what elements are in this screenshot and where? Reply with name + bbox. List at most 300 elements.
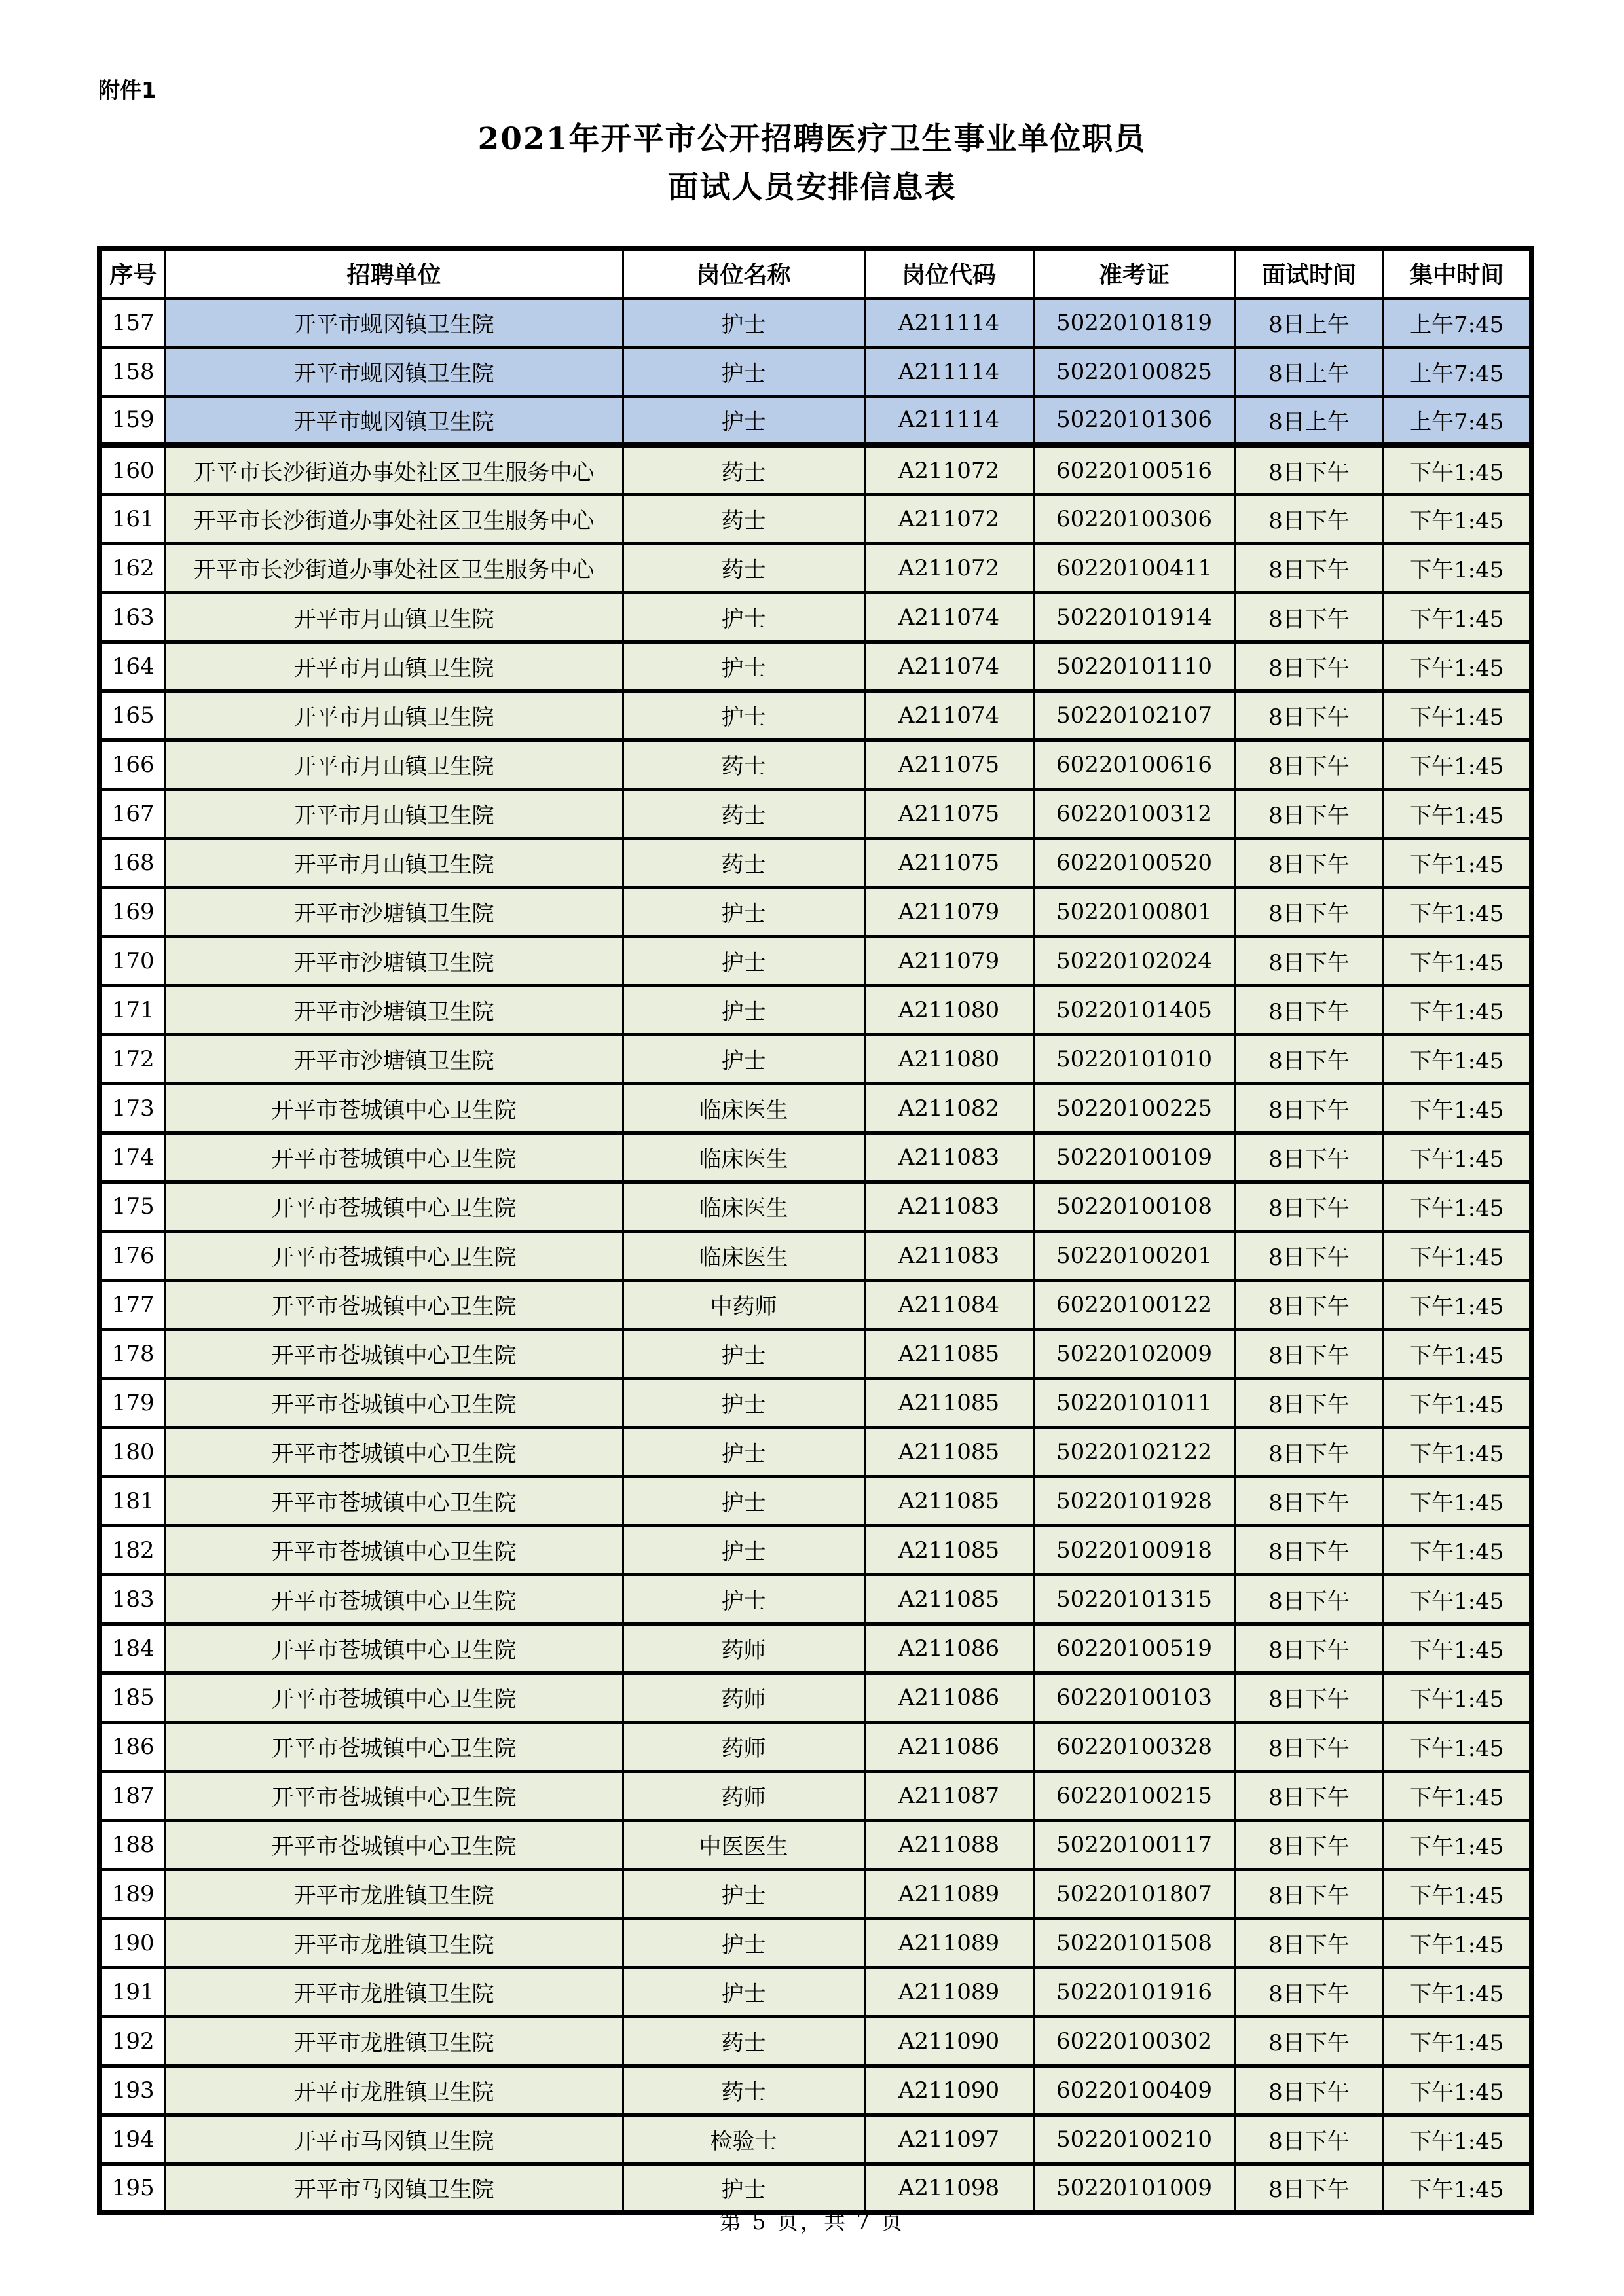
table-body [100, 298, 1532, 2213]
cell-recruit-unit: 开平市苍城镇中心卫生院 [165, 1624, 623, 1673]
cell-interview-time: 8日下午 [1235, 838, 1383, 887]
cell-serial-number: 189 [100, 1869, 165, 1918]
cell-gather-time: 下午1:45 [1383, 1329, 1532, 1378]
cell-gather-time: 下午1:45 [1383, 1525, 1532, 1575]
cell-serial-number: 195 [100, 2164, 165, 2213]
cell-interview-time: 8日下午 [1235, 1673, 1383, 1722]
cell-post-code: A211079 [864, 936, 1033, 985]
cell-recruit-unit: 开平市月山镇卫生院 [165, 838, 623, 887]
table-row [100, 789, 1532, 838]
cell-post-code: A211085 [864, 1427, 1033, 1476]
cell-recruit-unit: 开平市苍城镇中心卫生院 [165, 1182, 623, 1231]
cell-post-code: A211080 [864, 985, 1033, 1034]
cell-serial-number: 171 [100, 985, 165, 1034]
cell-interview-time: 8日下午 [1235, 1329, 1383, 1378]
cell-serial-number: 160 [100, 445, 165, 494]
cell-post-name: 临床医生 [623, 1084, 864, 1133]
cell-serial-number: 174 [100, 1133, 165, 1182]
cell-serial-number: 164 [100, 642, 165, 691]
table-row [100, 1378, 1532, 1427]
cell-exam-ticket: 50220101914 [1033, 592, 1235, 642]
cell-interview-time: 8日下午 [1235, 2164, 1383, 2213]
cell-serial-number: 165 [100, 691, 165, 740]
column-header-serial: 序号 [100, 248, 165, 298]
cell-exam-ticket: 60220100520 [1033, 838, 1235, 887]
cell-recruit-unit: 开平市沙塘镇卫生院 [165, 1034, 623, 1084]
cell-gather-time: 下午1:45 [1383, 936, 1532, 985]
cell-gather-time: 下午1:45 [1383, 1820, 1532, 1869]
cell-post-name: 护士 [623, 1034, 864, 1084]
cell-post-code: A211090 [864, 2066, 1033, 2115]
table-row [100, 691, 1532, 740]
cell-recruit-unit: 开平市马冈镇卫生院 [165, 2164, 623, 2213]
cell-post-name: 药师 [623, 1673, 864, 1722]
cell-post-name: 临床医生 [623, 1182, 864, 1231]
cell-serial-number: 166 [100, 740, 165, 789]
cell-interview-time: 8日下午 [1235, 985, 1383, 1034]
cell-exam-ticket: 60220100302 [1033, 2016, 1235, 2066]
cell-serial-number: 162 [100, 543, 165, 592]
cell-exam-ticket: 60220100215 [1033, 1771, 1235, 1820]
cell-recruit-unit: 开平市苍城镇中心卫生院 [165, 1525, 623, 1575]
cell-gather-time: 下午1:45 [1383, 1918, 1532, 1967]
cell-serial-number: 182 [100, 1525, 165, 1575]
cell-exam-ticket: 50220101306 [1033, 396, 1235, 445]
cell-interview-time: 8日下午 [1235, 887, 1383, 936]
cell-post-code: A211084 [864, 1280, 1033, 1329]
cell-interview-time: 8日下午 [1235, 1525, 1383, 1575]
cell-interview-time: 8日下午 [1235, 1182, 1383, 1231]
cell-gather-time: 下午1:45 [1383, 2164, 1532, 2213]
cell-gather-time: 下午1:45 [1383, 985, 1532, 1034]
cell-post-name: 药士 [623, 740, 864, 789]
table-row [100, 298, 1532, 347]
cell-exam-ticket: 50220100825 [1033, 347, 1235, 396]
cell-serial-number: 177 [100, 1280, 165, 1329]
cell-post-code: A211085 [864, 1476, 1033, 1525]
page-title-line2: 面试人员安排信息表 [667, 170, 957, 206]
cell-post-code: A211114 [864, 396, 1033, 445]
cell-serial-number: 185 [100, 1673, 165, 1722]
cell-serial-number: 190 [100, 1918, 165, 1967]
cell-exam-ticket: 60220100516 [1033, 445, 1235, 494]
table-row [100, 985, 1532, 1034]
cell-post-name: 药士 [623, 445, 864, 494]
cell-post-code: A211085 [864, 1378, 1033, 1427]
cell-recruit-unit: 开平市月山镇卫生院 [165, 642, 623, 691]
table-row [100, 494, 1532, 543]
cell-post-name: 护士 [623, 642, 864, 691]
cell-post-code: A211087 [864, 1771, 1033, 1820]
cell-post-name: 药士 [623, 2016, 864, 2066]
cell-interview-time: 8日下午 [1235, 2066, 1383, 2115]
cell-gather-time: 下午1:45 [1383, 1034, 1532, 1084]
cell-serial-number: 176 [100, 1231, 165, 1280]
interview-schedule-table [97, 246, 1534, 2215]
table-row [100, 1771, 1532, 1820]
cell-post-code: A211080 [864, 1034, 1033, 1084]
table-row [100, 1525, 1532, 1575]
cell-recruit-unit: 开平市苍城镇中心卫生院 [165, 1084, 623, 1133]
cell-recruit-unit: 开平市月山镇卫生院 [165, 789, 623, 838]
cell-recruit-unit: 开平市苍城镇中心卫生院 [165, 1280, 623, 1329]
cell-post-code: A211072 [864, 445, 1033, 494]
cell-exam-ticket: 60220100312 [1033, 789, 1235, 838]
cell-recruit-unit: 开平市苍城镇中心卫生院 [165, 1722, 623, 1771]
column-header-recruit-unit: 招聘单位 [165, 248, 623, 298]
cell-interview-time: 8日下午 [1235, 789, 1383, 838]
cell-recruit-unit: 开平市苍城镇中心卫生院 [165, 1575, 623, 1624]
attachment-label: 附件1 [98, 77, 157, 103]
cell-post-name: 检验士 [623, 2115, 864, 2164]
cell-recruit-unit: 开平市月山镇卫生院 [165, 740, 623, 789]
table-row [100, 1869, 1532, 1918]
cell-post-code: A211086 [864, 1673, 1033, 1722]
table-row [100, 1624, 1532, 1673]
cell-post-code: A211082 [864, 1084, 1033, 1133]
cell-serial-number: 168 [100, 838, 165, 887]
table-row [100, 1182, 1532, 1231]
page-footer: 第 5 页，共 7 页 [720, 2209, 904, 2234]
cell-serial-number: 187 [100, 1771, 165, 1820]
cell-serial-number: 175 [100, 1182, 165, 1231]
cell-post-name: 护士 [623, 887, 864, 936]
cell-serial-number: 184 [100, 1624, 165, 1673]
cell-exam-ticket: 50220100201 [1033, 1231, 1235, 1280]
cell-post-name: 护士 [623, 1329, 864, 1378]
column-header-post-name: 岗位名称 [623, 248, 864, 298]
cell-interview-time: 8日下午 [1235, 1427, 1383, 1476]
cell-gather-time: 上午7:45 [1383, 298, 1532, 347]
cell-serial-number: 172 [100, 1034, 165, 1084]
cell-gather-time: 下午1:45 [1383, 1869, 1532, 1918]
cell-post-name: 护士 [623, 1476, 864, 1525]
cell-recruit-unit: 开平市沙塘镇卫生院 [165, 936, 623, 985]
table-row [100, 1476, 1532, 1525]
cell-exam-ticket: 60220100616 [1033, 740, 1235, 789]
cell-exam-ticket: 50220101807 [1033, 1869, 1235, 1918]
table-row [100, 445, 1532, 494]
cell-post-name: 护士 [623, 396, 864, 445]
cell-recruit-unit: 开平市长沙街道办事处社区卫生服务中心 [165, 445, 623, 494]
cell-post-name: 药士 [623, 838, 864, 887]
cell-interview-time: 8日下午 [1235, 1869, 1383, 1918]
cell-serial-number: 163 [100, 592, 165, 642]
cell-exam-ticket: 50220100108 [1033, 1182, 1235, 1231]
cell-post-code: A211083 [864, 1231, 1033, 1280]
table-row [100, 642, 1532, 691]
cell-serial-number: 161 [100, 494, 165, 543]
cell-recruit-unit: 开平市龙胜镇卫生院 [165, 1967, 623, 2016]
cell-interview-time: 8日下午 [1235, 1133, 1383, 1182]
cell-gather-time: 下午1:45 [1383, 1967, 1532, 2016]
cell-gather-time: 下午1:45 [1383, 1575, 1532, 1624]
cell-post-name: 中医医生 [623, 1820, 864, 1869]
table-row [100, 887, 1532, 936]
cell-post-name: 护士 [623, 691, 864, 740]
cell-recruit-unit: 开平市龙胜镇卫生院 [165, 2016, 623, 2066]
table-row [100, 396, 1532, 445]
cell-recruit-unit: 开平市马冈镇卫生院 [165, 2115, 623, 2164]
cell-post-code: A211098 [864, 2164, 1033, 2213]
cell-recruit-unit: 开平市苍城镇中心卫生院 [165, 1133, 623, 1182]
cell-gather-time: 下午1:45 [1383, 1231, 1532, 1280]
cell-gather-time: 上午7:45 [1383, 396, 1532, 445]
cell-post-name: 护士 [623, 1525, 864, 1575]
cell-recruit-unit: 开平市苍城镇中心卫生院 [165, 1673, 623, 1722]
cell-interview-time: 8日下午 [1235, 1280, 1383, 1329]
cell-exam-ticket: 60220100122 [1033, 1280, 1235, 1329]
cell-post-name: 护士 [623, 347, 864, 396]
cell-gather-time: 下午1:45 [1383, 642, 1532, 691]
column-header-interview-time: 面试时间 [1235, 248, 1383, 298]
cell-serial-number: 181 [100, 1476, 165, 1525]
cell-exam-ticket: 50220100918 [1033, 1525, 1235, 1575]
cell-serial-number: 159 [100, 396, 165, 445]
cell-gather-time: 下午1:45 [1383, 2115, 1532, 2164]
cell-exam-ticket: 50220101009 [1033, 2164, 1235, 2213]
cell-exam-ticket: 60220100409 [1033, 2066, 1235, 2115]
cell-exam-ticket: 50220101508 [1033, 1918, 1235, 1967]
cell-post-code: A211088 [864, 1820, 1033, 1869]
cell-gather-time: 下午1:45 [1383, 1427, 1532, 1476]
cell-interview-time: 8日下午 [1235, 592, 1383, 642]
cell-post-code: A211085 [864, 1575, 1033, 1624]
cell-post-code: A211075 [864, 789, 1033, 838]
cell-exam-ticket: 60220100328 [1033, 1722, 1235, 1771]
cell-post-name: 中药师 [623, 1280, 864, 1329]
cell-recruit-unit: 开平市沙塘镇卫生院 [165, 887, 623, 936]
table-row [100, 1084, 1532, 1133]
cell-recruit-unit: 开平市苍城镇中心卫生院 [165, 1476, 623, 1525]
table-row [100, 1722, 1532, 1771]
cell-serial-number: 193 [100, 2066, 165, 2115]
cell-post-code: A211079 [864, 887, 1033, 936]
cell-interview-time: 8日下午 [1235, 1476, 1383, 1525]
cell-interview-time: 8日下午 [1235, 2016, 1383, 2066]
cell-exam-ticket: 50220102107 [1033, 691, 1235, 740]
cell-gather-time: 下午1:45 [1383, 1673, 1532, 1722]
cell-exam-ticket: 50220100117 [1033, 1820, 1235, 1869]
cell-gather-time: 下午1:45 [1383, 789, 1532, 838]
cell-post-code: A211086 [864, 1722, 1033, 1771]
cell-recruit-unit: 开平市长沙街道办事处社区卫生服务中心 [165, 543, 623, 592]
cell-post-code: A211085 [864, 1525, 1033, 1575]
cell-gather-time: 下午1:45 [1383, 1280, 1532, 1329]
cell-recruit-unit: 开平市沙塘镇卫生院 [165, 985, 623, 1034]
table-row [100, 838, 1532, 887]
cell-interview-time: 8日上午 [1235, 298, 1383, 347]
table-header-row [100, 248, 1532, 298]
cell-post-name: 护士 [623, 985, 864, 1034]
table-row [100, 2016, 1532, 2066]
cell-recruit-unit: 开平市月山镇卫生院 [165, 592, 623, 642]
cell-interview-time: 8日下午 [1235, 1918, 1383, 1967]
cell-exam-ticket: 50220102122 [1033, 1427, 1235, 1476]
cell-interview-time: 8日下午 [1235, 1575, 1383, 1624]
cell-exam-ticket: 50220100225 [1033, 1084, 1235, 1133]
cell-interview-time: 8日下午 [1235, 445, 1383, 494]
page-title-line1: 2021年开平市公开招聘医疗卫生事业单位职员 [477, 121, 1147, 157]
cell-post-code: A211089 [864, 1869, 1033, 1918]
cell-gather-time: 下午1:45 [1383, 1476, 1532, 1525]
cell-post-name: 护士 [623, 298, 864, 347]
table-row [100, 543, 1532, 592]
page-title [0, 115, 1624, 212]
cell-post-code: A211074 [864, 691, 1033, 740]
cell-exam-ticket: 60220100411 [1033, 543, 1235, 592]
cell-interview-time: 8日下午 [1235, 494, 1383, 543]
cell-serial-number: 191 [100, 1967, 165, 2016]
cell-post-name: 护士 [623, 1967, 864, 2016]
table-row [100, 740, 1532, 789]
cell-interview-time: 8日下午 [1235, 1624, 1383, 1673]
cell-post-name: 临床医生 [623, 1231, 864, 1280]
cell-interview-time: 8日下午 [1235, 740, 1383, 789]
table-row [100, 1133, 1532, 1182]
cell-exam-ticket: 50220101819 [1033, 298, 1235, 347]
cell-post-name: 护士 [623, 1918, 864, 1967]
cell-serial-number: 183 [100, 1575, 165, 1624]
cell-post-code: A211086 [864, 1624, 1033, 1673]
cell-recruit-unit: 开平市长沙街道办事处社区卫生服务中心 [165, 494, 623, 543]
cell-exam-ticket: 50220101110 [1033, 642, 1235, 691]
cell-gather-time: 下午1:45 [1383, 838, 1532, 887]
cell-recruit-unit: 开平市苍城镇中心卫生院 [165, 1820, 623, 1869]
cell-post-name: 护士 [623, 1869, 864, 1918]
cell-gather-time: 下午1:45 [1383, 1771, 1532, 1820]
cell-recruit-unit: 开平市苍城镇中心卫生院 [165, 1329, 623, 1378]
cell-interview-time: 8日下午 [1235, 936, 1383, 985]
table-row [100, 1427, 1532, 1476]
cell-interview-time: 8日下午 [1235, 1231, 1383, 1280]
cell-post-name: 药士 [623, 789, 864, 838]
cell-post-name: 药师 [623, 1624, 864, 1673]
cell-gather-time: 下午1:45 [1383, 887, 1532, 936]
cell-post-code: A211075 [864, 838, 1033, 887]
cell-post-code: A211074 [864, 592, 1033, 642]
cell-gather-time: 下午1:45 [1383, 1378, 1532, 1427]
column-header-exam-ticket: 准考证 [1033, 248, 1235, 298]
cell-serial-number: 170 [100, 936, 165, 985]
cell-post-name: 护士 [623, 1575, 864, 1624]
cell-serial-number: 186 [100, 1722, 165, 1771]
cell-gather-time: 下午1:45 [1383, 2066, 1532, 2115]
cell-gather-time: 下午1:45 [1383, 1182, 1532, 1231]
cell-post-code: A211089 [864, 1967, 1033, 2016]
table-row [100, 2066, 1532, 2115]
table-row [100, 1918, 1532, 1967]
table-row [100, 347, 1532, 396]
cell-serial-number: 192 [100, 2016, 165, 2066]
cell-post-code: A211089 [864, 1918, 1033, 1967]
cell-interview-time: 8日下午 [1235, 1034, 1383, 1084]
table-row [100, 1034, 1532, 1084]
cell-post-name: 护士 [623, 2164, 864, 2213]
cell-exam-ticket: 50220100801 [1033, 887, 1235, 936]
cell-exam-ticket: 50220101011 [1033, 1378, 1235, 1427]
cell-post-name: 药师 [623, 1771, 864, 1820]
cell-gather-time: 下午1:45 [1383, 1133, 1532, 1182]
cell-gather-time: 下午1:45 [1383, 1722, 1532, 1771]
cell-post-name: 药士 [623, 2066, 864, 2115]
cell-interview-time: 8日下午 [1235, 691, 1383, 740]
cell-interview-time: 8日下午 [1235, 642, 1383, 691]
cell-gather-time: 下午1:45 [1383, 494, 1532, 543]
cell-exam-ticket: 50220101405 [1033, 985, 1235, 1034]
cell-interview-time: 8日下午 [1235, 1084, 1383, 1133]
cell-post-code: A211072 [864, 543, 1033, 592]
table-row [100, 592, 1532, 642]
cell-interview-time: 8日下午 [1235, 1820, 1383, 1869]
cell-post-name: 护士 [623, 1378, 864, 1427]
cell-exam-ticket: 50220102009 [1033, 1329, 1235, 1378]
cell-gather-time: 下午1:45 [1383, 691, 1532, 740]
cell-serial-number: 158 [100, 347, 165, 396]
table-row [100, 1820, 1532, 1869]
cell-exam-ticket: 60220100306 [1033, 494, 1235, 543]
cell-recruit-unit: 开平市蚬冈镇卫生院 [165, 298, 623, 347]
cell-post-name: 药士 [623, 494, 864, 543]
cell-exam-ticket: 50220101916 [1033, 1967, 1235, 2016]
cell-serial-number: 173 [100, 1084, 165, 1133]
column-header-gather-time: 集中时间 [1383, 248, 1532, 298]
cell-post-code: A211090 [864, 2016, 1033, 2066]
cell-recruit-unit: 开平市苍城镇中心卫生院 [165, 1378, 623, 1427]
cell-post-name: 护士 [623, 936, 864, 985]
cell-interview-time: 8日下午 [1235, 1771, 1383, 1820]
cell-serial-number: 179 [100, 1378, 165, 1427]
cell-serial-number: 169 [100, 887, 165, 936]
cell-exam-ticket: 50220100109 [1033, 1133, 1235, 1182]
table-row [100, 936, 1532, 985]
table-row [100, 2115, 1532, 2164]
cell-exam-ticket: 60220100103 [1033, 1673, 1235, 1722]
cell-serial-number: 194 [100, 2115, 165, 2164]
column-header-post-code: 岗位代码 [864, 248, 1033, 298]
table-row [100, 1575, 1532, 1624]
cell-post-code: A211083 [864, 1133, 1033, 1182]
cell-recruit-unit: 开平市蚬冈镇卫生院 [165, 347, 623, 396]
cell-recruit-unit: 开平市龙胜镇卫生院 [165, 1869, 623, 1918]
cell-post-code: A211085 [864, 1329, 1033, 1378]
cell-gather-time: 下午1:45 [1383, 592, 1532, 642]
cell-serial-number: 167 [100, 789, 165, 838]
cell-serial-number: 178 [100, 1329, 165, 1378]
cell-gather-time: 下午1:45 [1383, 1624, 1532, 1673]
cell-exam-ticket: 50220101928 [1033, 1476, 1235, 1525]
cell-post-code: A211072 [864, 494, 1033, 543]
cell-gather-time: 下午1:45 [1383, 1084, 1532, 1133]
table-row [100, 1231, 1532, 1280]
cell-post-name: 护士 [623, 1427, 864, 1476]
cell-post-code: A211075 [864, 740, 1033, 789]
cell-interview-time: 8日下午 [1235, 1722, 1383, 1771]
cell-recruit-unit: 开平市龙胜镇卫生院 [165, 2066, 623, 2115]
cell-interview-time: 8日下午 [1235, 2115, 1383, 2164]
cell-gather-time: 上午7:45 [1383, 347, 1532, 396]
cell-gather-time: 下午1:45 [1383, 445, 1532, 494]
cell-exam-ticket: 50220102024 [1033, 936, 1235, 985]
cell-post-name: 临床医生 [623, 1133, 864, 1182]
table-row [100, 1967, 1532, 2016]
table-row [100, 1329, 1532, 1378]
cell-recruit-unit: 开平市月山镇卫生院 [165, 691, 623, 740]
cell-exam-ticket: 60220100519 [1033, 1624, 1235, 1673]
cell-post-name: 护士 [623, 592, 864, 642]
cell-exam-ticket: 50220100210 [1033, 2115, 1235, 2164]
cell-recruit-unit: 开平市龙胜镇卫生院 [165, 1918, 623, 1967]
